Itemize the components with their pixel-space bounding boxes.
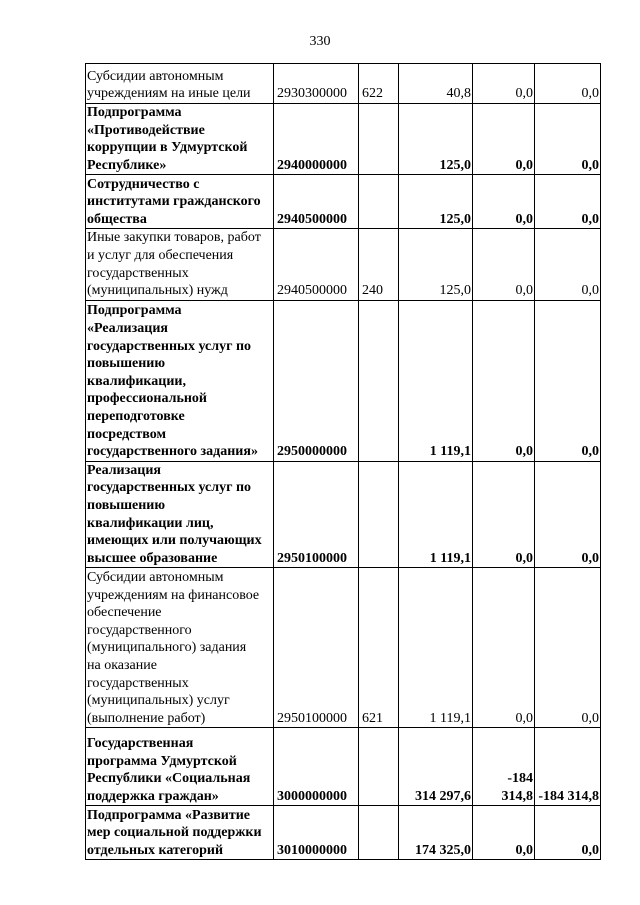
table-row (86, 175, 601, 229)
amount-cell: 1 119,1 (399, 461, 473, 568)
change-cell: 0,0 (535, 461, 601, 568)
item-name-cell: Субсидии автономным учреждениям на финансовое обеспечение государственного (муниципального) задания на оказание государственных (муниципальных) услуг (выполнение работ) (86, 568, 274, 728)
item-name-cell: Подпрограмма «Противодействие коррупции в Удмуртской Республике» (86, 104, 274, 175)
change-cell: 0,0 (535, 568, 601, 728)
table-row (86, 728, 601, 806)
change-cell: -184 314,8 (535, 728, 601, 806)
item-name-cell: Подпрограмма «Реализация государственных услуг по повышению квалификации, профессиональной переподготовке посредством государственного задания» (86, 300, 274, 461)
change-cell: 0,0 (473, 104, 535, 175)
expense-type-cell: 621 (359, 568, 399, 728)
item-name-cell: Государственная программа Удмуртской Республики «Социальная поддержка граждан» (86, 728, 274, 806)
amount-cell: 40,8 (399, 64, 473, 104)
expense-type-cell: 240 (359, 229, 399, 300)
page-number: 330 (309, 34, 331, 49)
change-cell: 0,0 (473, 175, 535, 229)
item-name-cell: Иные закупки товаров, работ и услуг для обеспечения государственных (муниципальных) нужд (86, 229, 274, 300)
target-article-code-cell: 2940500000 (274, 175, 359, 229)
change-cell: 0,0 (473, 229, 535, 300)
amount-cell: 125,0 (399, 229, 473, 300)
table-row (86, 568, 601, 728)
expense-type-cell (359, 104, 399, 175)
target-article-code-cell: 3010000000 (274, 806, 359, 860)
expense-type-cell (359, 300, 399, 461)
change-cell: 0,0 (535, 104, 601, 175)
item-name-cell: Субсидии автономным учреждениям на иные цели (86, 64, 274, 104)
budget-table (85, 63, 601, 860)
item-name-cell: Сотрудничество с институтами гражданского общества (86, 175, 274, 229)
change-cell: 0,0 (473, 806, 535, 860)
expense-type-cell (359, 728, 399, 806)
change-cell: -184 314,8 (473, 728, 535, 806)
table-row (86, 64, 601, 104)
change-cell: 0,0 (535, 806, 601, 860)
amount-cell: 1 119,1 (399, 300, 473, 461)
target-article-code-cell: 2950100000 (274, 461, 359, 568)
amount-cell: 125,0 (399, 175, 473, 229)
amount-cell: 125,0 (399, 104, 473, 175)
amount-cell: 314 297,6 (399, 728, 473, 806)
expense-type-cell (359, 461, 399, 568)
expense-type-cell: 622 (359, 64, 399, 104)
change-cell: 0,0 (473, 461, 535, 568)
table-row (86, 104, 601, 175)
expense-type-cell (359, 175, 399, 229)
item-name-cell: Подпрограмма «Развитие мер социальной поддержки отдельных категорий (86, 806, 274, 860)
amount-cell: 174 325,0 (399, 806, 473, 860)
amount-cell: 1 119,1 (399, 568, 473, 728)
budget-table-body (86, 64, 601, 860)
change-cell: 0,0 (473, 64, 535, 104)
target-article-code-cell: 2940500000 (274, 229, 359, 300)
target-article-code-cell: 2930300000 (274, 64, 359, 104)
target-article-code-cell: 2940000000 (274, 104, 359, 175)
change-cell: 0,0 (535, 64, 601, 104)
change-cell: 0,0 (473, 300, 535, 461)
change-cell: 0,0 (535, 229, 601, 300)
change-cell: 0,0 (473, 568, 535, 728)
target-article-code-cell: 3000000000 (274, 728, 359, 806)
table-row (86, 300, 601, 461)
change-cell: 0,0 (535, 300, 601, 461)
expense-type-cell (359, 806, 399, 860)
table-row (86, 229, 601, 300)
change-cell: 0,0 (535, 175, 601, 229)
target-article-code-cell: 2950100000 (274, 568, 359, 728)
table-row (86, 806, 601, 860)
table-row (86, 461, 601, 568)
target-article-code-cell: 2950000000 (274, 300, 359, 461)
item-name-cell: Реализация государственных услуг по повышению квалификации лиц, имеющих или получающих высшее образование (86, 461, 274, 568)
